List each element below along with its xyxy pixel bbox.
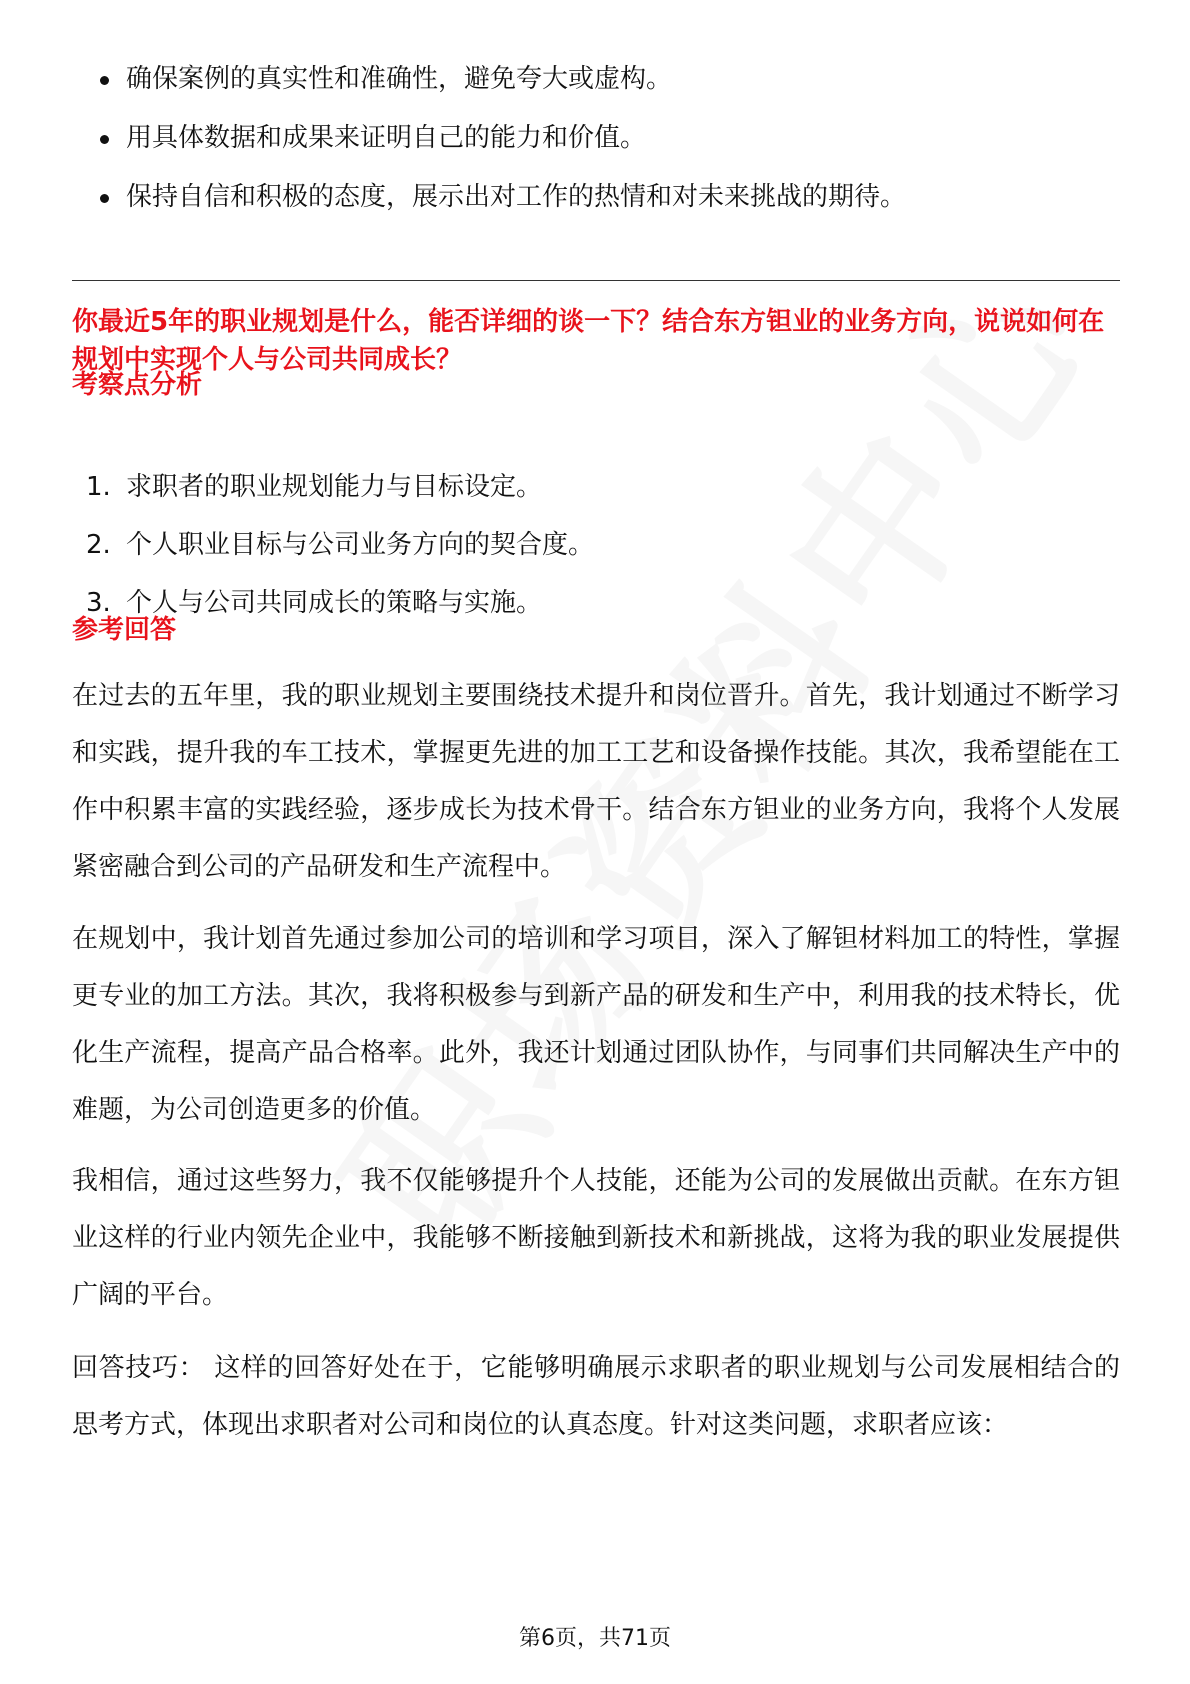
list-item <box>72 584 1120 622</box>
answer-paragraph: 我相信，通过这些努力，我不仅能够提升个人技能，还能为公司的发展做出贡献。在东方钽业这样的行业内领先企业中，我能够不断接触到新技术和新挑战，这将为我的职业发展提供广阔的平台。 <box>72 1166 1120 1310</box>
item-number: 1. <box>86 472 111 502</box>
answer-title: 参考回答 <box>72 615 177 645</box>
item-text: 个人与公司共同成长的策略与实施。 <box>126 588 543 618</box>
list-item <box>72 468 1120 506</box>
item-text: 求职者的职业规划能力与目标设定。 <box>126 472 543 502</box>
list-item: 确保案例的真实性和准确性，避免夸大或虚构。 <box>72 60 1120 98</box>
list-item: 保持自信和积极的态度，展示出对工作的热情和对未来挑战的期待。 <box>72 178 1120 216</box>
tips-paragraph: 回答技巧： 这样的回答好处在于，它能够明确展示求职者的职业规划与公司发展相结合的思考方式，体现出求职者对公司和岗位的认真态度。针对这类问题，求职者应该： <box>72 1353 1120 1440</box>
answer-paragraph: 在规划中，我计划首先通过参加公司的培训和学习项目，深入了解钽材料加工的特性，掌握更专业的加工方法。其次，我将积极参与到新产品的研发和生产中，利用我的技术特长，优化生产流程，提高产品合格率。此外，我还计划通过团队协作，与同事们共同解决生产中的难题，为公司创造更多的价值。 <box>72 924 1120 1125</box>
item-number: 2. <box>86 530 111 560</box>
tips-list <box>72 60 1120 216</box>
answer-paragraph: 在过去的五年里，我的职业规划主要围绕技术提升和岗位晋升。首先，我计划通过不断学习和实践，提升我的车工技术，掌握更先进的加工工艺和设备操作技能。其次，我希望能在工作中积累丰富的实践经验，逐步成长为技术骨干。结合东方钽业的业务方向，我将个人发展紧密融合到公司的产品研发和生产流程中。 <box>72 681 1120 882</box>
section-divider <box>72 280 1120 281</box>
page-number: 第6页，共71页 <box>519 1626 671 1651</box>
item-number: 3. <box>86 588 111 618</box>
tips-section <box>72 60 1120 237</box>
question-heading: 你最近5年的职业规划是什么，能否详细的谈一下？结合东方钽业的业务方向，说说如何在规划中实现个人与公司共同成长？ <box>72 307 1105 375</box>
analysis-list <box>72 468 1120 642</box>
list-item <box>72 526 1120 564</box>
list-item: 用具体数据和成果来证明自己的能力和价值。 <box>72 119 1120 157</box>
item-text: 个人职业目标与公司业务方向的契合度。 <box>126 530 595 560</box>
analysis-title: 考察点分析 <box>72 370 203 400</box>
